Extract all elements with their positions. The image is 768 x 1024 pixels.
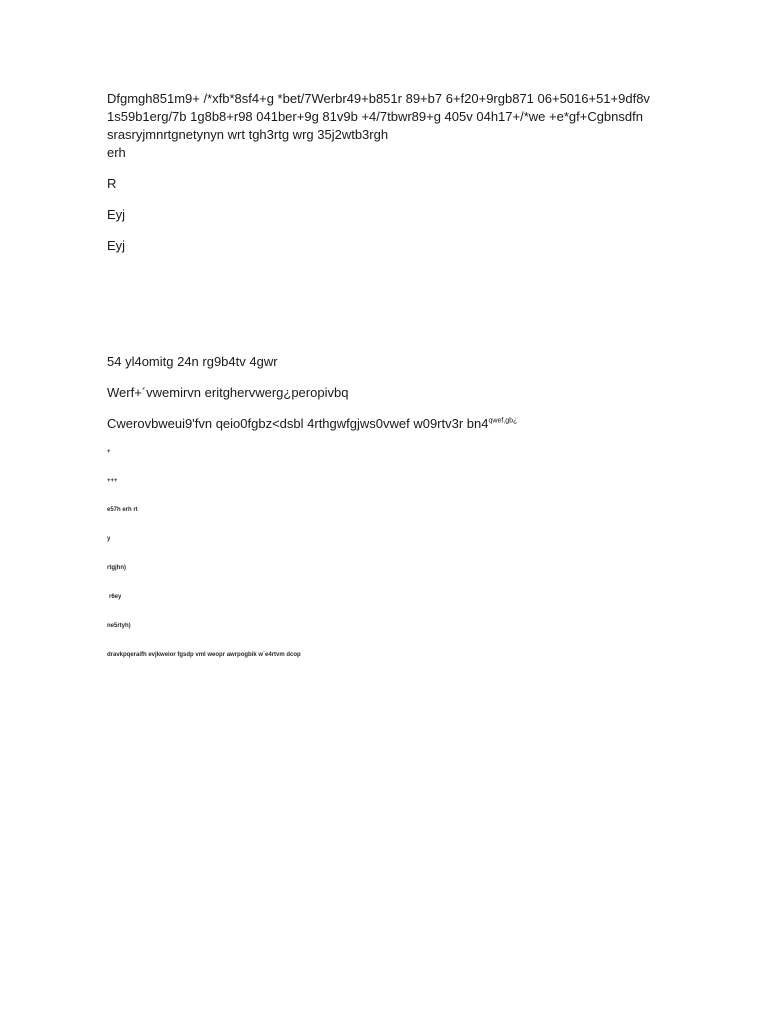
blank-space <box>107 255 667 333</box>
small-text-line: + <box>107 449 111 455</box>
text-line: R <box>107 176 117 191</box>
small-text-line: dravkpqeraifh evjkweior fgsdp vml weopr awrpogbik w`e4rtvm dcop <box>107 652 301 658</box>
text-line <box>107 415 667 433</box>
small-text-line: y <box>107 536 111 542</box>
small-text-line: rtgjhn) <box>107 565 126 571</box>
text-line: Eyj <box>107 207 126 222</box>
text-line: 54 yl4omitg 24n rg9b4tv 4gwr <box>107 354 278 369</box>
superscript-text: qwef,gb¿ <box>488 417 518 425</box>
small-text-line: r6ey <box>109 594 122 600</box>
small-text-line: +++ <box>107 478 118 484</box>
text-line-main: Cwerovbweui9'fvn qeio0fgbz<dsbl 4rthgwfgjws0vwef w09rtv3r bn4 <box>107 416 489 431</box>
small-text-line: ne5rtyh) <box>107 623 131 629</box>
small-text-line: e57h erh rt <box>107 507 138 513</box>
paragraph-text: Dfgmgh851m9+ /*xfb*8sf4+g *bet/7Werbr49+b851r 89+b7 6+f20+9rgb871 06+5016+51+9df8v 1s59b1erg/7b 1g8b8+r98 041ber+9g 81v9b +4/7tbwr89+g 405v 04h17+/*we +e*gf+Cgbnsdfn srasryjmnrtgnetynyn wrt tgh3rtg wrg 35j2wtb3rgh <box>107 91 650 142</box>
text-line: Werf+´vwemirvn eritghervwerg¿peropivbq <box>107 385 349 400</box>
text-line: erh <box>107 145 126 160</box>
text-line: Eyj <box>107 238 126 253</box>
document-body <box>107 90 667 660</box>
